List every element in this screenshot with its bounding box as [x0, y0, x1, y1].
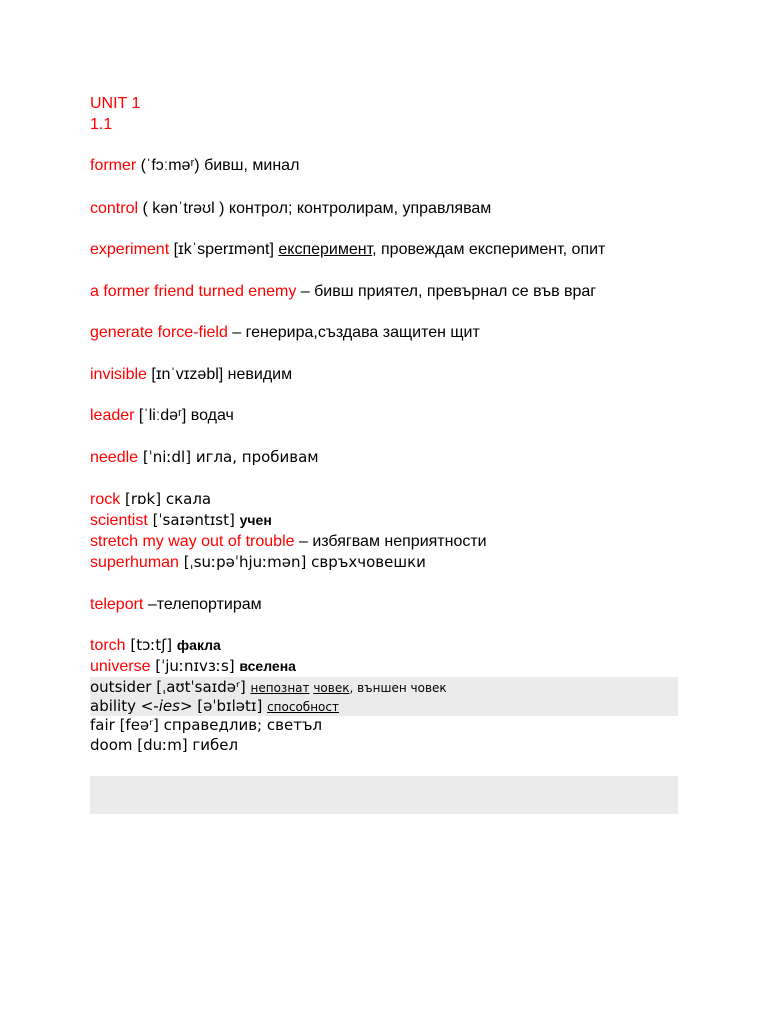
- entry-superhuman: [90, 552, 426, 573]
- entry-teleport: [90, 594, 262, 615]
- entry-scientist: [90, 510, 272, 531]
- entry-word: invisible: [90, 366, 147, 383]
- entry-word: experiment: [90, 241, 170, 258]
- entry-translation: вселена: [239, 658, 296, 674]
- empty-shaded-row: [90, 776, 678, 814]
- entry-ipa: [tɔːtʃ]: [125, 636, 177, 654]
- entry-translation: , външен човек: [349, 681, 447, 695]
- entry-translation: – бивш приятел, превърнал се във враг: [296, 283, 597, 300]
- unit-title: UNIT 1: [90, 95, 141, 112]
- entry-word: rock: [90, 491, 121, 508]
- entry-word: stretch my way out of trouble: [90, 533, 295, 550]
- entry-ipa: [ˈjuːnɪvɜːs]: [150, 657, 240, 675]
- entry-translation: учен: [239, 512, 272, 528]
- entry-translation: –телепортирам: [143, 596, 262, 613]
- entry-translation: , провеждам експеримент, опит: [372, 241, 606, 258]
- entry-universe: [90, 656, 296, 677]
- entry-word: needle: [90, 449, 139, 466]
- entry-needle: [90, 447, 319, 468]
- entry-word: teleport: [90, 596, 144, 613]
- entry-former: [90, 155, 299, 176]
- entry-translation: – избягвам неприятности: [294, 533, 487, 550]
- entry-force-field: [90, 322, 480, 343]
- entry-link[interactable]: способност: [267, 700, 339, 714]
- entry-control: [90, 198, 491, 219]
- entry-link[interactable]: човек: [313, 681, 350, 695]
- entry-invisible: [90, 364, 292, 385]
- entry-doom: doom [duːm] гибел: [90, 736, 239, 754]
- entry-text: ability <-: [90, 697, 159, 715]
- entry-translation: [ɪnˈvɪzəbl] невидим: [146, 366, 293, 383]
- entry-translation: ( kənˈtrəʊl ) контрол; контролирам, управлявам: [138, 200, 492, 217]
- entry-ipa: > [əˈbɪlətɪ]: [179, 697, 268, 715]
- entry-word: former: [90, 157, 137, 174]
- entry-link[interactable]: експеримент: [278, 241, 373, 258]
- entry-stretch: [90, 531, 487, 552]
- entry-leader: [90, 405, 234, 426]
- entry-word: scientist: [90, 512, 148, 529]
- entry-former-friend: [90, 281, 596, 302]
- entry-word: torch: [90, 637, 126, 654]
- entry-translation: [rɒk] скала: [120, 490, 212, 508]
- entry-word: superhuman: [90, 554, 179, 571]
- entry-experiment: [90, 239, 605, 260]
- entry-rock: [90, 489, 211, 510]
- entry-translation: [ˌsuːpəˈhjuːmən] свръхчовешки: [178, 553, 426, 571]
- entry-word: a former friend turned enemy: [90, 283, 297, 300]
- entry-fair: fair [feəʳ] справедлив; светъл: [90, 716, 323, 734]
- entry-translation: факла: [176, 637, 221, 653]
- section-number: 1.1: [90, 116, 113, 133]
- entry-torch: [90, 635, 221, 656]
- entry-word: generate force-field: [90, 324, 228, 341]
- entry-ipa: [ˈsaɪəntɪst]: [147, 511, 240, 529]
- entry-suffix: ies: [158, 697, 180, 715]
- entry-word: control: [90, 200, 139, 217]
- entry-word: universe: [90, 658, 151, 675]
- entry-link[interactable]: непознат: [250, 681, 310, 695]
- entry-text: outsider [ˌaʊtˈsaɪdəʳ]: [90, 678, 251, 696]
- entry-translation: – генерира,създава защитен щит: [227, 324, 480, 341]
- entry-translation: [ˈniːdl] игла, пробивам: [138, 448, 319, 466]
- entry-word: leader: [90, 407, 135, 424]
- entry-translation: (ˈfɔːməʳ) бивш, минал: [136, 157, 300, 174]
- entry-ipa: [ɪkˈsperɪmənt]: [169, 241, 279, 258]
- entry-translation: [ˈliːdəʳ] водач: [134, 407, 234, 424]
